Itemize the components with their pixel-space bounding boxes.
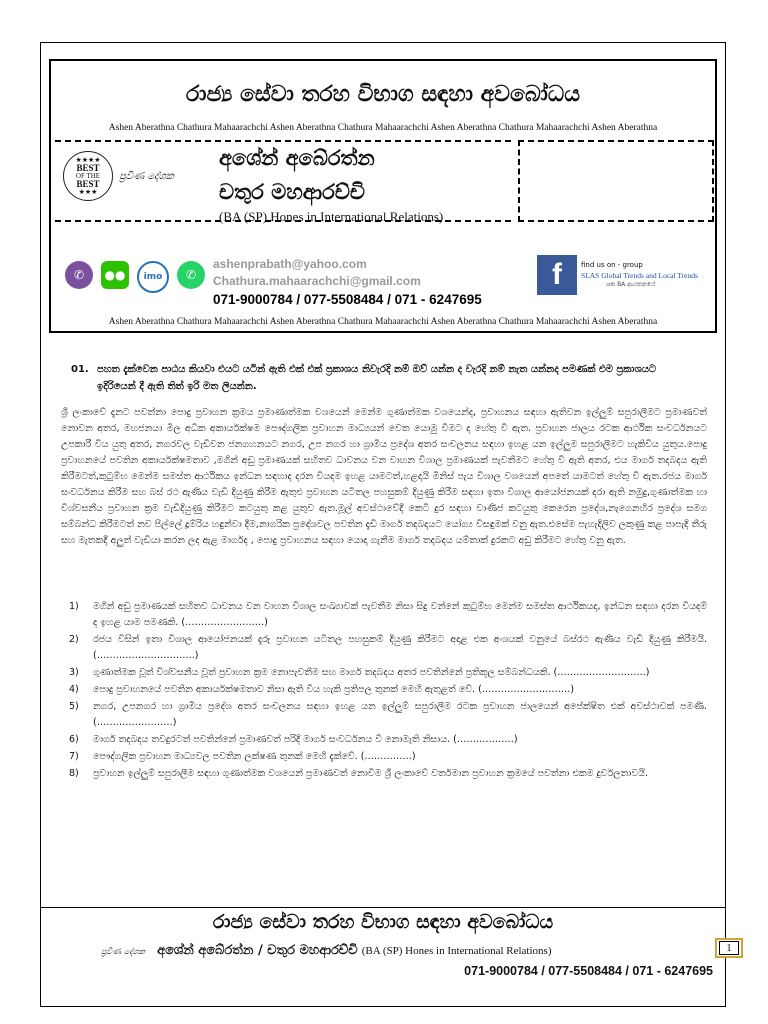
footer-lecturer-line bbox=[101, 943, 552, 958]
page-number: 1 bbox=[719, 941, 739, 955]
header-title: රාජ්‍ය සේවා තරහ විභාග සඳහා අවබෝධය bbox=[185, 81, 581, 107]
question-number: 01. bbox=[71, 364, 89, 375]
email-2: Chathura.mahaarachchi@gmail.com bbox=[213, 274, 421, 288]
reading-passage: ශ්‍රී ලංකාවේ දැනට පවත්නා පොදු ප්‍රවාහන ක්‍රමය ප්‍රමාණාත්මක වශයෙන් මෙන්ම ගුණාත්මක වශයෙන්ද, ප්‍රවාහනය සඳහා ඇතිවන ඉල්ලුම් සපුරාලීමට ප්‍රමාණවත් නොවන අතර, මහජනයා මිල අධික අකාර්යක්ෂම පෞද්ගලික ප්‍රවාහන මාධ්‍යයන් වෙත යොමු වීමට ද හේතු වී ඇත. ප්‍රවාහන ජාලය රටක ආර්ථික සංවර්ධනයට උපකාරී විය යුතු අතර, නගරවල වැඩිවන ජනගහනයට නගර, උප නගර හා ග්‍රාමීය ප්‍රදේශ අතර සංචලනය සඳහා ඉහළ යන ඉල්ලුම සපුරාලීමට හැකිවිය යුතුය.පොදු ප්‍රවාහනයේ පවතින අකාර්යක්ෂමතාව ,මගින් අඩු ප්‍රමාණයක් සහිතව ධාවනය වන වාහන විශාල ප්‍රමාණයක් පැවතීමට හේතු වී ඇති අතර, එය මාර්ග තදබදය ඇති කිරීමටත්,කුටුම්භ මෙන්ම සමස්ත ආර්ථිකය ඉන්ධන සඳහාද දරන වියදම ඉහළ යාමටත්,හළදායි මිනිස් පැය විශාල වශයෙන් අපතේ යාමටත් හේතු වී ඇත.රජය මාර්ග සංවර්ධනය කිරීම සහ බස් රථ ඇණිය වැඩි දියුණු කිරීම ඇතුළු ප්‍රවාහන යටිතල පහසුකම් දියුණු කිරීම සඳහා ඉතා විශාල ආයෝජනයක් දරා ඇති නමුදු,ගුණාත්මක හා විශ්වසනීය ප්‍රවාහන ක්‍රම වැඩිදියුණු කිරීමට කටයුතු කළ යුතුව ඇත.මූල් අවස්ථාවේදී කෙටි දුර සඳහා වාණිජ කටයුතු කෙරෙන ප්‍රදේශ,නැගෙනහිර ප්‍රදේශ සමග සම්බන්ධ කිරීමටත් නව පිල්ලේ දූම්රිය හඳුන්වා දීම,නාගරික ප්‍රදේශවල පවතින දැඩි මාර්ග තදබදයට යෝග්‍ය විසඳුමක් වනු ඇත.එසේම පැහැදිලිව ලකුණු කළ පාපැදි තීරු සහ මැතකදී අලුත් වැඩියා කරන ලද ඇළ මාර්ගද , පොදු ප්‍රවාහනය සඳහා යොදා ගැනීම මාර්ග තදබදය යම්තාක් දුරකට අඩු කිරීමට හේතු වනු ඇත. bbox=[61, 407, 707, 546]
degree-text: (BA (SP) Hones in International Relations) bbox=[219, 209, 444, 224]
fb-group-name: SLAS Global Trends and Local Trends bbox=[581, 271, 698, 280]
footer-degree: (BA (SP) Hones in International Relations) bbox=[361, 945, 552, 957]
header-box bbox=[49, 59, 717, 333]
name-line-top: Ashen Aberathna Chathura Mahaarachchi Ashen Aberathna Chathura Mahaarachchi Ashen Aberathna Chathura Mahaarachchi Ashen Aberathna bbox=[108, 123, 658, 133]
phone-numbers: 071-9000784 / 077-5508484 / 071 - 6247695 bbox=[213, 292, 482, 307]
lecturer-label: ප්‍රවීණ දේශක bbox=[119, 171, 174, 182]
document-page bbox=[40, 42, 726, 1007]
list-item: 2) රජය විසින් ඉතා විශාල ආයෝජනයක් දැරූ ප්‍රවාහන යටිතල පහසුකම් දියුණු කිරීමට අදාළ එක අංශයක් වනුයේ බස්රථ ඇණිය වැඩි දියුණු කිරීමයි. (………………………….) bbox=[69, 634, 707, 661]
whatsapp-icon: ✆ bbox=[177, 261, 205, 289]
footer-divider bbox=[41, 907, 725, 908]
fb-find-text: find us on - group bbox=[581, 261, 643, 269]
list-item: 6) මාර්ග තදබදය තවදුරටත් පවතින්නේ ප්‍රමාණවත් පරිදි මාර්ග සංවර්ධනය වී නොමැති නිසාය. (………………) bbox=[69, 734, 518, 745]
fb-sub-text: ශක BA ආයතනයේ bbox=[606, 281, 656, 288]
list-item: 3) ගුණාත්මක වූත් විශ්වසනීය වූත් ප්‍රවාහන ක්‍රම නොපැවතීම සහ මාර්ග තදබදය අතර පවතින්නේ ප්‍රතිකූල සම්බන්ධයකි. (……………………….) bbox=[69, 667, 650, 678]
list-item: 4) පොදු ප්‍රවාහනයේ පවතින අකාර්යක්ෂමතාව නිසා ඇති විය හැකි ප්‍රතිපල තුනක් මෙහි ඇතුළත් වේ. (……………………….) bbox=[69, 684, 575, 695]
email-1: ashenprabath@yahoo.com bbox=[213, 257, 367, 271]
footer-names: අශේන් අබේරත්න / චතුර මහආරච්චි bbox=[157, 943, 358, 958]
lecturer-name-2: චතුර මහආරච්චි bbox=[219, 179, 366, 204]
lecturer-name-1: අශේන් අබේරත්න bbox=[219, 145, 375, 170]
footer-title: රාජ්‍ය සේවා තරහ විභාග සඳහා අවබෝධය bbox=[212, 911, 554, 933]
footer-phones: 071-9000784 / 077-5508484 / 071 - 6247695 bbox=[464, 964, 713, 978]
dashed-box-right bbox=[518, 140, 714, 222]
list-item: 5) නගර, උපනගර හා ග්‍රාමීය ප්‍රදේශ අතර සංචලනය සඳහා ඉහළ යන ඉල්ලුම් සපුරාලීම රටක ප්‍රවාහන ජාලයෙන් අපේක්ෂිත එක් අවස්ථාවක් පමණි. (……………………) bbox=[69, 701, 707, 728]
list-item: 7) පෞද්ගලික ප්‍රවාහන මාධ්‍යවල පවතින ලක්ෂණ තුනක් මෙහි දැක්වේ. (……………) bbox=[69, 751, 416, 762]
name-line-bottom: Ashen Aberathna Chathura Mahaarachchi Ashen Aberathna Chathura Mahaarachchi Ashen Aberathna Chathura Mahaarachchi Ashen Aberathna bbox=[108, 317, 658, 327]
imo-icon: imo bbox=[137, 261, 169, 293]
wechat-icon: ●● bbox=[101, 261, 129, 289]
footer-label: ප්‍රවීණ දේශක bbox=[101, 947, 145, 956]
question-text: පහත දැක්වෙන පාඨය කියවා එයට යටින් ඇති එක් එක් ප්‍රකාශය නිවැරදි නම් ඔව් යන්න ද වැරදි නම් නැත යන්නද පමණක් එම ප්‍රකාශයට ඉදිරියෙන් දී ඇති තිත් ඉරි මත ලියන්න. bbox=[97, 364, 657, 392]
list-item: 1) මගින් අඩු ප්‍රමාණයක් සහිතව ධාවනය වන වාහන විශාල සංඛ්‍යාවක් පැවතීම නිසා සිදු වන්නේ කුටුම්භ මෙන්ම සමස්ත ආර්ථිකයද, ඉන්ධන සඳහා දරන වියදම් ද ඉහළ යාම පමණකි. (…………………….) bbox=[69, 601, 707, 628]
list-item: 8) ප්‍රවාහන ඉල්ලුම් සපුරාලීම සඳහා ගුණාත්මක වශයෙන් ප්‍රමාණවත් නොවීම ශ්‍රී ලංකාවේ වර්තමාන ප්‍රවාහන ක්‍රමයේ පවත්නා එකම දුර්වලතාවයි. bbox=[69, 768, 649, 779]
best-of-the-best-seal: ★★★★ BEST OF THE BEST ★★★ bbox=[63, 151, 113, 201]
page-number-box bbox=[715, 938, 743, 958]
question-heading bbox=[71, 361, 681, 395]
facebook-icon: f bbox=[537, 255, 577, 295]
viber-icon: ✆ bbox=[65, 261, 93, 289]
statement-list bbox=[61, 599, 707, 783]
contact-icons bbox=[65, 261, 205, 293]
